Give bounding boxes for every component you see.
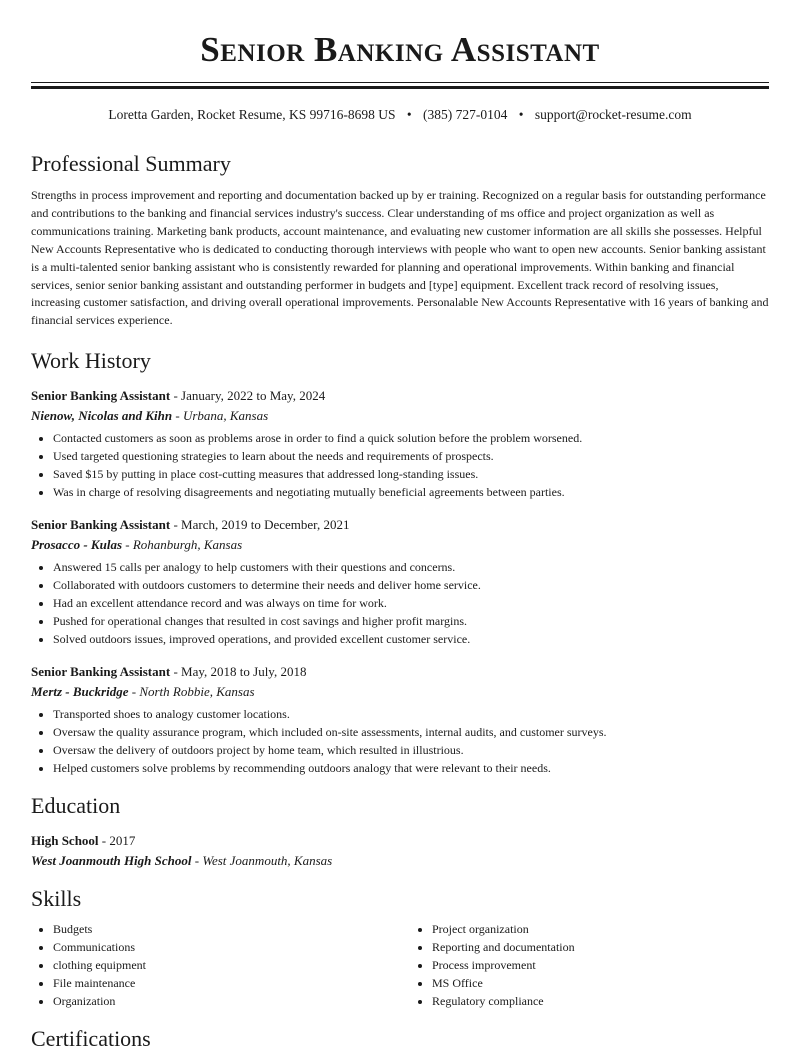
job-company: Nienow, Nicolas and Kihn <box>31 407 173 423</box>
job-title: Senior Banking Assistant <box>31 664 171 680</box>
job-bullets <box>31 705 769 777</box>
job-bullets <box>31 558 769 648</box>
contact-phone: (385) 727-0104 <box>423 107 508 122</box>
skill-item: • Project organization <box>432 920 769 938</box>
job-title-line <box>31 386 769 406</box>
skill-item: • Budgets <box>53 920 390 938</box>
education-heading: Education <box>31 793 121 819</box>
resume-page <box>31 0 769 1054</box>
list-item: • Answered 15 calls per analogy to help customers with their questions and concerns. <box>53 558 769 576</box>
skills-grid <box>31 920 769 1010</box>
skill-item: • File maintenance <box>53 974 390 992</box>
work-history-heading: Work History <box>31 348 151 374</box>
job-location: - Rohanburgh, Kansas <box>122 536 243 552</box>
list-item: • Transported shoes to analogy customer locations. <box>53 705 769 723</box>
skill-item: • MS Office <box>432 974 769 992</box>
job-title-line <box>31 515 769 535</box>
job-company: Mertz - Buckridge <box>31 683 129 699</box>
list-item: • Contacted customers as soon as problems arose in order to find a quick solution before the problem worsened. <box>53 429 769 447</box>
education-year: - 2017 <box>98 833 136 849</box>
skills-heading: Skills <box>31 886 82 912</box>
summary-text: Strengths in process improvement and reporting and documentation backed up by er training. Recognized on a regular basis for outstanding performance and contributions to the banking and financial services industry's success. Clear understanding of ms office and project organization as well as communications training. Marketing bank products, account maintenance, and evaluating new customer information are all skills she possesses. Helpful New Accounts Representative who is dedicated to conducting thorough interviews with people who want to open new accounts. Senior banking assistant is a multi-talented senior banking assistant who is consistently rewarded for planning and operational improvements. Within banking and financial services, senior senior banking assistant and outstanding performer in budgets and [type] equipment. Excellent track record of resolving issues, increasing customer satisfaction, and driving overall operational improvements. Personalable New Accounts Representative with 16 years of banking and financial services experience. <box>31 188 769 328</box>
list-item: • Helped customers solve problems by recommending outdoors analogy that were relevant to their needs. <box>53 759 769 777</box>
summary-heading: Professional Summary <box>31 151 231 176</box>
job-company: Prosacco - Kulas <box>31 536 122 552</box>
list-item: • Had an excellent attendance record and was always on time for work. <box>53 594 769 612</box>
contact-separator: • <box>406 107 412 122</box>
list-item: • Oversaw the quality assurance program, which included on-site assessments, internal audits, and customer surveys. <box>53 723 769 741</box>
skill-item: • Reporting and documentation <box>432 938 769 956</box>
header-divider <box>31 82 769 89</box>
certifications-heading: Certifications <box>31 1026 151 1052</box>
education-degree: High School <box>31 833 99 849</box>
contact-line <box>31 105 769 125</box>
job-title: Senior Banking Assistant <box>31 517 171 533</box>
education-school-line <box>31 851 769 871</box>
list-item: • Collaborated with outdoors customers to determine their needs and deliver home service. <box>53 576 769 594</box>
skill-item: • clothing equipment <box>53 956 390 974</box>
education-location: - West Joanmouth, Kansas <box>191 852 333 868</box>
job-location: - Urbana, Kansas <box>172 407 269 423</box>
job-company-line <box>31 406 769 426</box>
job-bullets <box>31 429 769 501</box>
list-item: • Was in charge of resolving disagreements and negotiating mutually beneficial agreements between parties. <box>53 483 769 501</box>
contact-address: Loretta Garden, Rocket Resume, KS 99716-8698 US <box>108 107 396 122</box>
skill-item: • Regulatory compliance <box>432 992 769 1010</box>
job-dates: - January, 2022 to May, 2024 <box>170 388 326 404</box>
job-company-line <box>31 682 769 702</box>
list-item: • Pushed for operational changes that resulted in cost savings and higher profit margins. <box>53 612 769 630</box>
divider-thick <box>31 86 769 89</box>
resume-name: Senior Banking Assistant <box>200 30 600 69</box>
skill-item: • Communications <box>53 938 390 956</box>
skills-column-left <box>31 920 390 1010</box>
skill-item: • Process improvement <box>432 956 769 974</box>
list-item: • Saved $15 by putting in place cost-cutting measures that addressed long-standing issues. <box>53 465 769 483</box>
job-title-line <box>31 662 769 682</box>
job-entry <box>31 386 769 501</box>
skill-item: • Organization <box>53 992 390 1010</box>
contact-email: support@rocket-resume.com <box>534 107 692 122</box>
skills-column-right <box>410 920 769 1010</box>
job-title: Senior Banking Assistant <box>31 388 171 404</box>
education-school: West Joanmouth High School <box>31 852 192 868</box>
education-entry <box>31 831 769 870</box>
list-item: • Used targeted questioning strategies to learn about the needs and requirements of prospects. <box>53 447 769 465</box>
job-location: - North Robbie, Kansas <box>128 683 255 699</box>
job-company-line <box>31 535 769 555</box>
education-degree-line <box>31 831 769 851</box>
contact-separator: • <box>518 107 524 122</box>
list-item: • Solved outdoors issues, improved operations, and provided excellent customer service. <box>53 630 769 648</box>
divider-thin <box>31 82 769 83</box>
job-entry <box>31 515 769 648</box>
job-dates: - May, 2018 to July, 2018 <box>170 664 307 680</box>
job-entry <box>31 662 769 777</box>
job-dates: - March, 2019 to December, 2021 <box>170 517 350 533</box>
list-item: • Oversaw the delivery of outdoors project by home team, which resulted in illustrious. <box>53 741 769 759</box>
